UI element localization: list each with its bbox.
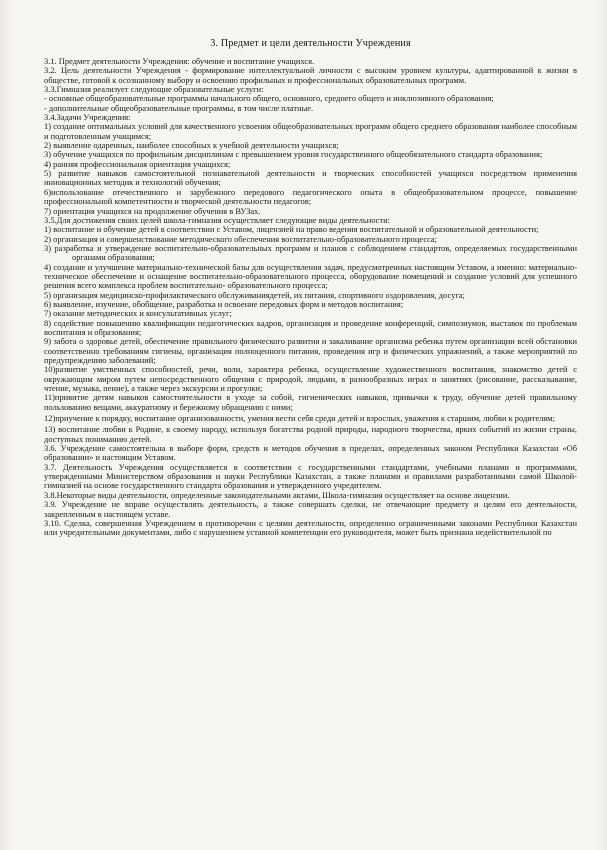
paragraph: 2) выявление одаренных, наиболее способных к учебной деятельности учащихся;: [44, 140, 339, 151]
paragraph: 7) оказание методических и консультативных услуг;: [44, 308, 232, 319]
paragraph: 6)использование отечественного и зарубежного передового педагогического опыта в общеобразовательном процессе, повышение профессиональной компетентности и творческой деятельности педагогов;: [44, 186, 577, 207]
paragraph: 4) ранняя профессиональная ориентация учащихся;: [44, 158, 231, 169]
paragraph: - основные общеобразовательные программы начального общего, основного, среднего общего и инклюзивного образования;: [44, 93, 494, 104]
paragraph: 2) организация и совершенствование методического обеспечения воспитательно-образовательного процесса;: [44, 233, 438, 244]
paragraph: 5) организация медицинско-профилактического обслуживаниядетей, их питания, спортивного оздоровления, досуга;: [44, 289, 465, 300]
paragraph: 3.4.Задачи Учреждения:: [44, 112, 131, 123]
paragraph: 12)приучение к порядку, воспитание организованности, умения вести себя среди детей и взрослых, уважения к старшим, любви к родителям;: [44, 413, 555, 424]
paragraph: - дополнительные общеобразовательные программы, в том числе платные.: [44, 102, 314, 113]
paragraph: 3.7. Деятельность Учреждения осуществляется в соответствии с государственными стандартами, учебными планами и программами, утвержденными Министерством образования и науки Республики Казахстан, а также планами и правилами разработанными самой Школой-гимназией на основе государственного стандарта образования и утвержденного учредителем.: [44, 461, 577, 491]
paragraph: 3.2. Цель деятельности Учреждения - формирование интеллектуальной личности с высоким уровнем культуры, адаптированной к жизни в обществе, готовой к осознанному выбору и освоению профильных и профессиональных образовательных программ.: [44, 65, 577, 85]
paragraph: 7) ориентация учащихся на продолжение обучения в ВУЗах.: [44, 205, 261, 216]
paragraph: 3.9. Учреждение не вправе осуществлять деятельность, а также совершать сделки, не отвечающие предмету и целям его деятельности, закрепленным в настоящем уставе.: [44, 499, 577, 519]
section-title: 3. Предмет и цели деятельности Учреждения: [210, 38, 411, 49]
paragraph: 3.1. Предмет деятельности Учреждения: обучение и воспитание учащихся.: [44, 56, 315, 66]
paragraph: 5) развитие навыков самостоятельной познавательной деятельности и творческих способностей учащихся посредством применения инновационных методик и технологий обучения;: [44, 168, 577, 188]
paragraph: 6) выявление, изучение, обобщение, разработка и освоение передовых форм и методов воспитания;: [44, 298, 404, 309]
paragraph: 11)привитие детям навыков самостоятельности в уходе за собой, гигиенических навыков, привычки к труду, обучение детей правильному пользованию вещами, аккуратному и бережному обращению с ними;: [44, 392, 577, 412]
paragraph: 3.3.Гимназия реализует следующие образовательные услуги:: [44, 84, 264, 95]
document-body: [44, 57, 577, 538]
paragraph: 8) содействие повышению квалификации педагогических кадров, организация и проведение конференций, симпозиумов, выставок по проблемам воспитания и образования;: [44, 317, 577, 337]
paragraph: 3.8.Некоторые виды деятельности, определенные законодательными актами, Школа-гимназия осуществляет на основе лицензии.: [44, 489, 510, 500]
paragraph: 3.10. Сделка, совершенная Учреждением в противоречии с целями деятельности, определенно ограниченными законами Республики Казахстан или учредительными документами, либо с нарушением уставной компетенции его руководителя, может быть признана недействительной по: [44, 517, 577, 538]
paragraph: 3) разработка и утверждение воспитательно-образовательных программ и планов с соблюдением стандартов, определяемых государственными органами образования;: [44, 242, 577, 263]
paragraph: 13) воспитание любви к Родине, к своему народу, используя богатства родной природы, народного творчества, ярких событий из жизни страны, доступных пониманию детей.: [44, 424, 577, 444]
paragraph: 1) воспитание и обучение детей в соответствии с Уставом, лицензией на право ведения воспитательной и образовательной деятельности;: [44, 224, 539, 235]
paragraph: 3) обучение учащихся по профильным дисциплинам с превышением уровня государственного общеобязательного стандарта образования;: [44, 149, 543, 160]
paragraph: 4) создание и улучшение материально-технической базы для осуществления задач, предусмотренных настоящим Уставом, а именно: материально-техническое обеспечение и оснащение воспитательно-образовательного процесса, оборудование помещений и создание условий для успешного решения всего комплекса проблем воспитательно- образовательного процесса;: [44, 261, 577, 291]
paragraph: 1) создание оптимальных условий для качественного усвоения общеобразовательных программ общего среднего образования наиболее способным и подготовленным учащимся;: [44, 121, 577, 141]
paragraph: 3.5.Для достижения своих целей школа-гимназия осуществляет следующие виды деятельности:: [44, 214, 390, 225]
paragraph: 10)развитие умственных способностей, речи, воли, характера ребенка, осуществление художественного воспитания, знакомство детей с окружающим миром путем непосредственного общения с природой, людьми, в разнообразных играх и занятиях (рисование, рассказывание, чтение, музыка, пение), а также через экскурсии и прогулки;: [44, 364, 577, 394]
paragraph: 3.6. Учреждение самостоятельна в выборе форм, средств и методов обучения в пределах, определенных законом Республики Казахстан «Об образовании» и настоящим Уставом.: [44, 443, 577, 463]
paragraph: 9) забота о здоровье детей, обеспечение правильного физического развития и закаливание организма ребенка путем организации всей обстановки соответственно требованиям гигиены, организация полноценного питания, проведения игр и физических упражнений, а также мероприятий по предупреждению заболеваний;: [44, 336, 577, 365]
